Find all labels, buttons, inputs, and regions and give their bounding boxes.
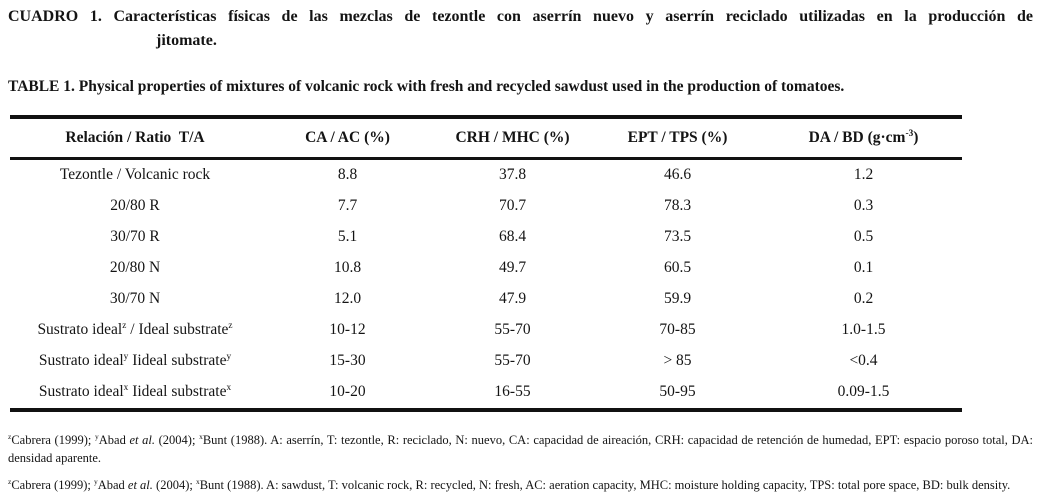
table-row xyxy=(10,253,962,284)
row-label: 20/80 R xyxy=(110,197,160,215)
table-caption-spanish xyxy=(8,7,1033,52)
cell-value: 70.7 xyxy=(498,197,527,215)
cell-value: 1.0-1.5 xyxy=(841,321,886,339)
column-header-ept-tps: EPT / TPS (%) xyxy=(590,117,765,159)
cell-value: 7.7 xyxy=(337,197,358,215)
table-row xyxy=(10,346,962,377)
header-row xyxy=(10,117,962,159)
row-label: 30/70 N xyxy=(109,290,161,308)
cell-value: 16-55 xyxy=(494,383,531,401)
cell-value: 5.1 xyxy=(337,228,358,246)
cell-value: 59.9 xyxy=(663,290,692,308)
row-label: 30/70 R xyxy=(110,228,160,246)
cell-value: 37.8 xyxy=(498,166,527,184)
cell-value: 73.5 xyxy=(663,228,692,246)
row-label: Tezontle / Volcanic rock xyxy=(59,166,211,184)
cell-value: 70-85 xyxy=(659,321,696,339)
row-label: Sustrato ideal$^y$ Iideal substrate$^y$ xyxy=(38,351,232,370)
cell-value: <0.4 xyxy=(849,352,878,370)
cell-value: 47.9 xyxy=(498,290,527,308)
column-header-ratio: Relación / Ratio T/A xyxy=(10,117,260,159)
cell-value: 55-70 xyxy=(494,321,531,339)
physical-properties-table xyxy=(10,115,962,412)
cell-value: 1.2 xyxy=(853,166,874,184)
cell-value: 15-30 xyxy=(329,352,366,370)
cell-value: 50-95 xyxy=(659,383,696,401)
cell-value: 55-70 xyxy=(494,352,531,370)
footnote-english: $^z$Cabrera (1999); $^y$Abad et al. (2004); $^x$Bunt (1988). A: sawdust, T: volcanic rock, R: recycled, N: fresh, AC: aeration capacity, MHC: moisture holding capacity, TPS: total pore space, BD: bulk density. xyxy=(8,476,1011,492)
cell-value: 49.7 xyxy=(498,259,527,277)
exponent: -3 xyxy=(905,128,914,139)
row-label: Sustrato ideal$^x$ Iideal substrate$^x$ xyxy=(38,382,232,401)
cell-value: 0.5 xyxy=(853,228,874,246)
cell-value: 10-20 xyxy=(329,383,366,401)
table-row xyxy=(10,315,962,346)
column-header-da-bd: DA / BD $(g\cdot cm^{-3})$ xyxy=(765,117,962,159)
cell-value: 46.6 xyxy=(663,166,692,184)
footnotes xyxy=(8,431,1033,494)
cell-value: 8.8 xyxy=(337,166,358,184)
table-row xyxy=(10,284,962,315)
cell-value: 78.3 xyxy=(663,197,692,215)
table-row xyxy=(10,377,962,410)
row-label: Sustrato ideal$^z$ / Ideal substrate$^z$ xyxy=(37,320,233,339)
column-header-crh-mhc: CRH / MHC (%) xyxy=(435,117,590,159)
table-caption-english: TABLE 1. Physical properties of mixtures of volcanic rock with fresh and recycled sawdust used in the production of tomatoes. xyxy=(8,77,845,95)
cell-value: 0.3 xyxy=(853,197,874,215)
caption-es-line1: CUADRO 1. Características físicas de las mezclas de tezontle con aserrín nuevo y aserrín reciclado utilizadas en la producción de xyxy=(8,8,1033,25)
table-row xyxy=(10,191,962,222)
cell-value: 68.4 xyxy=(498,228,527,246)
et-al-italic: et al. xyxy=(127,477,153,492)
cell-value: > 85 xyxy=(663,352,692,370)
cell-value: 0.1 xyxy=(853,259,874,277)
column-header-ca-ac: CA / AC (%) xyxy=(260,117,435,159)
et-al-italic: et al. xyxy=(129,432,155,447)
cell-value: 0.09-1.5 xyxy=(837,383,890,401)
cell-value: 60.5 xyxy=(663,259,692,277)
table-row xyxy=(10,222,962,253)
caption-es-line2: jitomate. xyxy=(156,31,217,49)
cell-value: 10.8 xyxy=(333,259,362,277)
row-label: 20/80 N xyxy=(109,259,161,277)
table-row xyxy=(10,158,962,191)
cell-value: 10-12 xyxy=(329,321,366,339)
footnote-spanish: $^z$Cabrera (1999); $^y$Abad et al. (2004); $^x$Bunt (1988). A: aserrín, T: tezontle, R: reciclado, N: nuevo, CA: capacidad de aireación, CRH: capacidad de retención de humedad, EPT: espacio poroso total, DA: densidad aparente. xyxy=(8,431,1034,465)
cell-value: 0.2 xyxy=(853,290,874,308)
cell-value: 12.0 xyxy=(333,290,362,308)
